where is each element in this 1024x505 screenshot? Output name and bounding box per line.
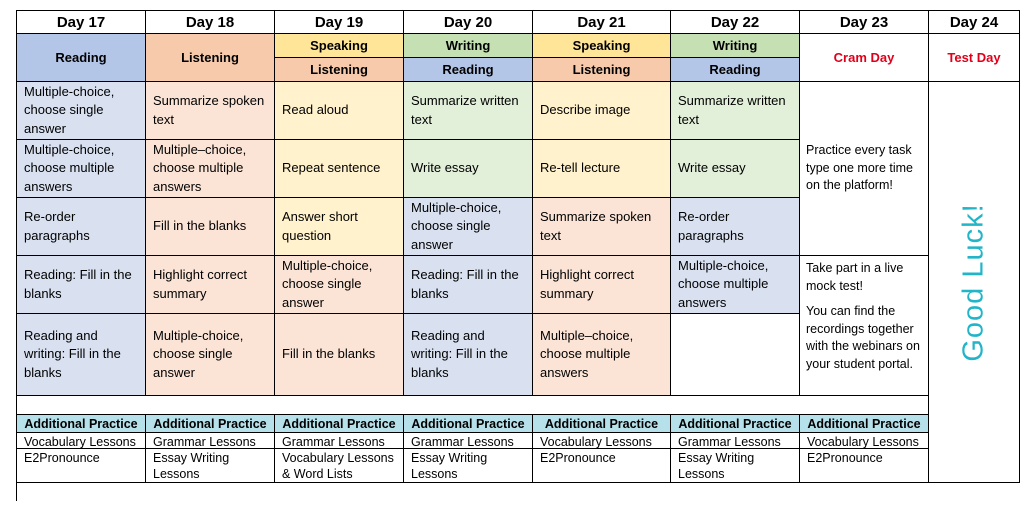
category-speaking: Speaking [533,34,671,58]
extra-lesson: Grammar Lessons [275,433,404,449]
task-cell: Multiple-choice, choose multiple answers [671,256,800,314]
study-plan-table [16,10,1020,501]
task-cell: Multiple-choice, choose single answer [404,198,533,256]
extra-lesson: E2Pronounce [533,449,671,483]
extra-lesson: Vocabulary Lessons [17,433,146,449]
task-cell: Read aloud [275,82,404,140]
task-cell: Multiple-choice, choose multiple answers [17,140,146,198]
category-test-day: Test Day [929,34,1020,82]
extra-lesson: Grammar Lessons [404,433,533,449]
extra-lesson: Grammar Lessons [146,433,275,449]
task-cell: Repeat sentence [275,140,404,198]
category-reading: Reading [671,58,800,82]
task-cell: Summarize written text [671,82,800,140]
task-cell: Reading: Fill in the blanks [404,256,533,314]
task-cell: Summarize written text [404,82,533,140]
cram-note-mock-test [800,256,929,396]
category-reading: Reading [404,58,533,82]
task-cell: Multiple-choice, choose single answer [17,82,146,140]
category-writing: Writing [671,34,800,58]
additional-practice-header: Additional Practice [533,415,671,433]
extra-lesson: Vocabulary Lessons [800,433,929,449]
category-cram-day: Cram Day [800,34,929,82]
task-cell-empty [671,314,800,396]
cram-note-practice: Practice every task type one more time on the platform! [800,82,929,256]
extra-lesson: Vocabulary Lessons [533,433,671,449]
task-cell: Write essay [404,140,533,198]
category-listening: Listening [533,58,671,82]
task-cell: Summarize spoken text [146,82,275,140]
additional-practice-header: Additional Practice [671,415,800,433]
task-cell: Re-order paragraphs [671,198,800,256]
extra-lesson: E2Pronounce [800,449,929,483]
category-listening: Listening [275,58,404,82]
extra-lesson: Essay Writing Lessons [671,449,800,483]
task-cell: Re-order paragraphs [17,198,146,256]
additional-practice-header: Additional Practice [800,415,929,433]
task-cell: Re-tell lecture [533,140,671,198]
extra-lesson: Essay Writing Lessons [404,449,533,483]
day-header: Day 18 [146,11,275,34]
task-cell: Reading and writing: Fill in the blanks [404,314,533,396]
good-luck-banner [929,82,1020,483]
day-header: Day 17 [17,11,146,34]
task-cell: Describe image [533,82,671,140]
task-cell: Highlight correct summary [533,256,671,314]
extra-lesson: E2Pronounce [17,449,146,483]
task-cell: Highlight correct summary [146,256,275,314]
task-cell: Multiple-choice, choose single answer [275,256,404,314]
day-header: Day 20 [404,11,533,34]
task-cell: Answer short question [275,198,404,256]
recordings-text: You can find the recordings together with the webinars on your student portal. [806,304,920,371]
extra-lesson: Grammar Lessons [671,433,800,449]
task-cell: Fill in the blanks [275,314,404,396]
task-cell: Multiple-choice, choose single answer [146,314,275,396]
task-cell: Fill in the blanks [146,198,275,256]
day-header: Day 21 [533,11,671,34]
task-cell: Reading: Fill in the blanks [17,256,146,314]
day-header: Day 23 [800,11,929,34]
mock-test-text: Take part in a live mock test! [806,261,904,293]
day-header: Day 22 [671,11,800,34]
task-cell: Write essay [671,140,800,198]
category-speaking: Speaking [275,34,404,58]
category-listening: Listening [146,34,275,82]
task-cell: Reading and writing: Fill in the blanks [17,314,146,396]
task-cell: Multiple–choice, choose multiple answers [533,314,671,396]
additional-practice-header: Additional Practice [146,415,275,433]
day-header: Day 24 [929,11,1020,34]
category-reading: Reading [17,34,146,82]
category-writing: Writing [404,34,533,58]
task-cell: Multiple–choice, choose multiple answers [146,140,275,198]
good-luck-text: Good Luck! [957,202,990,362]
task-cell: Summarize spoken text [533,198,671,256]
spacer-row [17,396,929,415]
additional-practice-header: Additional Practice [404,415,533,433]
additional-practice-header: Additional Practice [275,415,404,433]
additional-practice-header: Additional Practice [17,415,146,433]
extra-lesson: Vocabulary Lessons & Word Lists [275,449,404,483]
extra-lesson: Essay Writing Lessons [146,449,275,483]
day-header: Day 19 [275,11,404,34]
